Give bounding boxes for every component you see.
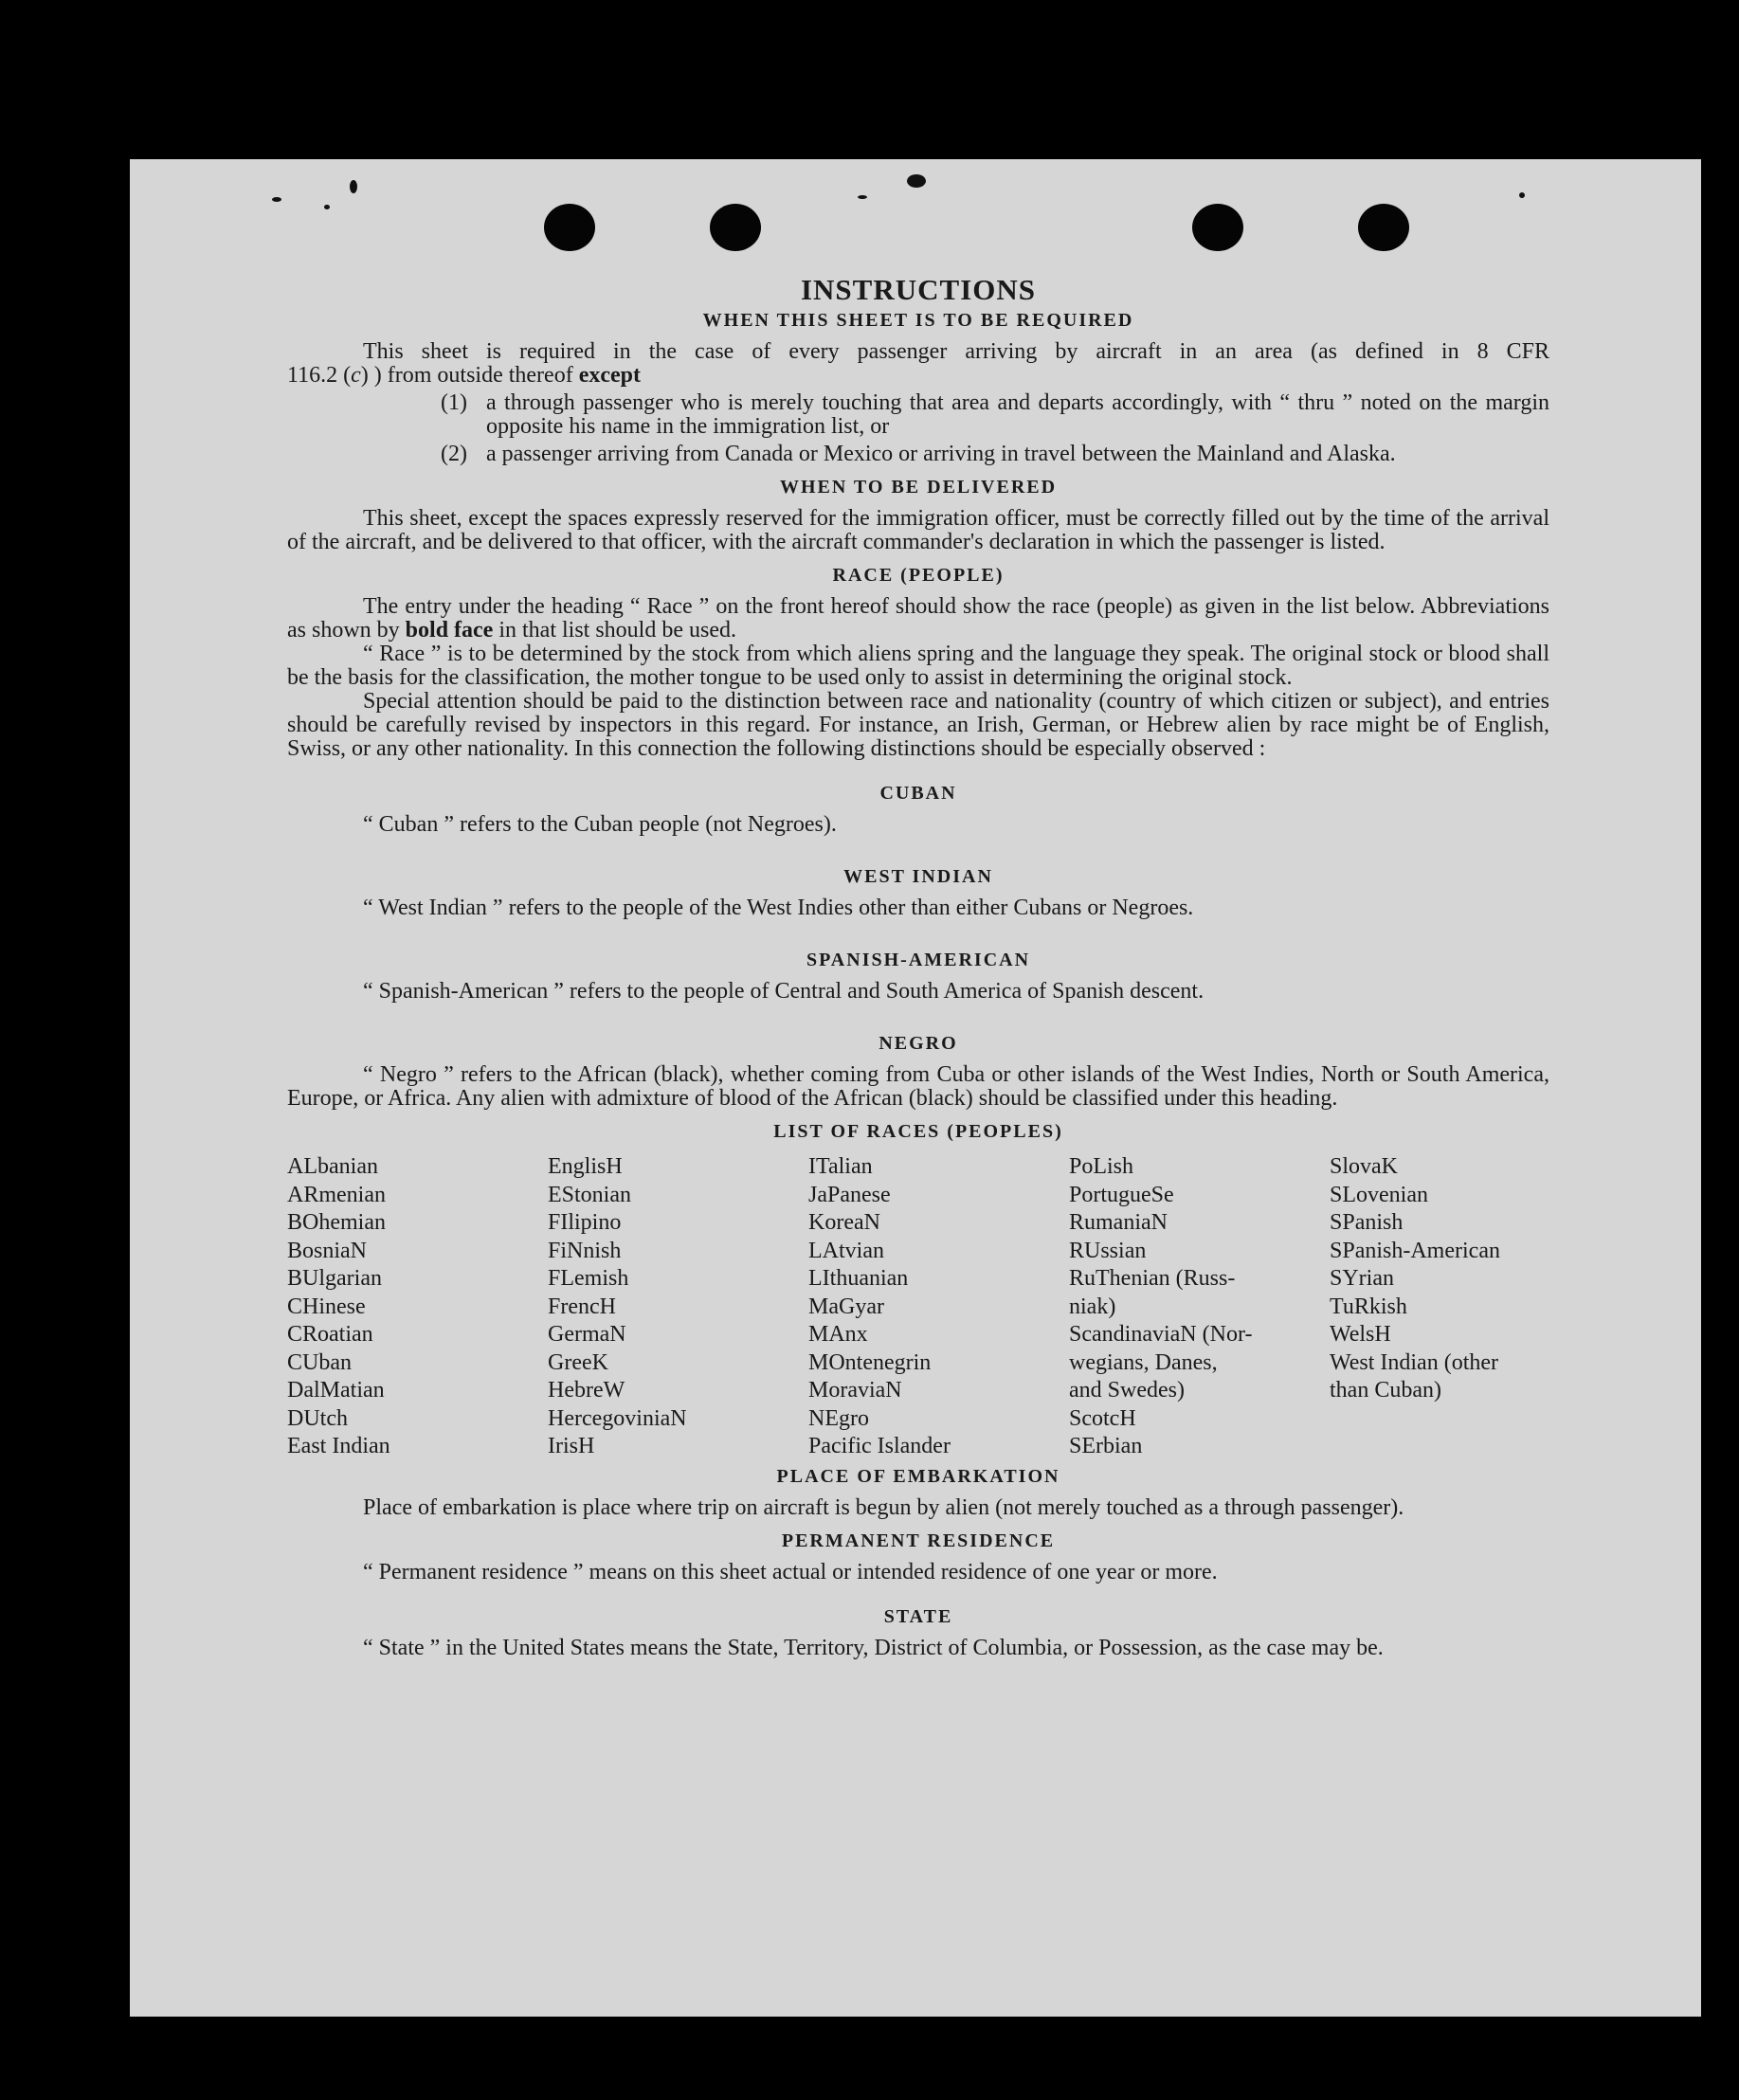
speck bbox=[272, 197, 281, 202]
speck bbox=[1519, 192, 1525, 198]
punch-hole bbox=[544, 204, 595, 251]
delivered-paragraph: This sheet, except the spaces expressly reserved for the immigration officer, must be correctly filled out by the time of the arrival of the aircraft, and be delivered to that officer, with the aircraft commander's declaration in which the passenger is listed. bbox=[287, 506, 1549, 554]
item-number: (1) bbox=[441, 390, 467, 415]
races-column-4: PoLish PortugueSe RumaniaN RUssian RuThenian (Russ- niak) ScandinaviaN (Nor- wegians, Danes, and Swedes) ScotcH SErbian bbox=[1069, 1154, 1253, 1458]
item-number: (2) bbox=[441, 442, 467, 466]
race-paragraph-2: “ Race ” is to be determined by the stock from which aliens spring and the language they speak. The original stock or blood shall be the basis for the classification, the mother tongue to be used only to assist in determining the original stock. bbox=[287, 642, 1549, 690]
speck bbox=[858, 195, 867, 199]
section-heading-west-indian: WEST INDIAN bbox=[843, 866, 993, 887]
west-indian-definition: “ West Indian ” refers to the people of the West Indies other than either Cubans or Negroes. bbox=[363, 896, 1194, 920]
item-text: a through passenger who is merely touching that area and departs accordingly, with “ thru ” noted on the margin opposite his name in the immigration list, or bbox=[486, 390, 1549, 439]
speck bbox=[350, 180, 357, 193]
speck bbox=[907, 174, 926, 188]
text-span: in that list should be used. bbox=[493, 618, 736, 643]
race-paragraph-1 bbox=[287, 595, 1549, 643]
spanish-american-definition: “ Spanish-American ” refers to the people of Central and South America of Spanish descent. bbox=[363, 979, 1205, 1004]
text-span: ) ) from outside thereof bbox=[360, 363, 579, 388]
section-heading-required: WHEN THIS SHEET IS TO BE REQUIRED bbox=[702, 310, 1134, 331]
races-column-2: EnglisH EStonian FIlipino FiNnish FLemish FrencH GermaN GreeK HebreW HercegoviniaN IrisH bbox=[548, 1154, 687, 1458]
section-heading-embarkation: PLACE OF EMBARKATION bbox=[776, 1465, 1060, 1487]
section-heading-permanent-residence: PERMANENT RESIDENCE bbox=[781, 1530, 1056, 1551]
text-span: bold face bbox=[405, 618, 494, 643]
section-heading-cuban: CUBAN bbox=[879, 783, 957, 804]
speck bbox=[324, 205, 330, 209]
section-heading-state: STATE bbox=[883, 1605, 953, 1627]
embarkation-definition: Place of embarkation is place where trip on aircraft is begun by alien (not merely touched as a through passenger). bbox=[363, 1494, 1404, 1520]
page-title: INSTRUCTIONS bbox=[800, 273, 1036, 306]
races-list bbox=[287, 1153, 1549, 1461]
section-heading-negro: NEGRO bbox=[879, 1033, 958, 1054]
section-heading-delivered: WHEN TO BE DELIVERED bbox=[779, 477, 1058, 498]
state-definition: “ State ” in the United States means the State, Territory, District of Columbia, or Possession, as the case may be. bbox=[363, 1635, 1384, 1660]
text-span: 116.2 ( bbox=[287, 363, 352, 388]
required-paragraph-line1: This sheet is required in the case of every passenger arriving by aircraft in an area (as defined in 8 CFR bbox=[363, 339, 1549, 364]
races-column-1: ALbanian ARmenian BOhemian BosniaN BUlgarian CHinese CRoatian CUban DalMatian DUtch East Indian bbox=[287, 1154, 390, 1458]
residence-definition: “ Permanent residence ” means on this sheet actual or intended residence of one year or more. bbox=[363, 1559, 1218, 1584]
races-column-3: ITalian JaPanese KoreaN LAtvian LIthuanian MaGyar MAnx MOntenegrin MoraviaN NEgro Pacific Islander bbox=[808, 1154, 951, 1458]
races-column-5: SlovaK SLovenian SPanish SPanish-American SYrian TuRkish WelsH West Indian (other than Cuban) bbox=[1330, 1154, 1500, 1403]
instructions-content bbox=[287, 273, 1549, 1660]
document-sheet bbox=[130, 159, 1701, 2017]
race-paragraph-3: Special attention should be paid to the distinction between race and nationality (country of which citizen or subject), and entries should be carefully revised by inspectors in this regard. For instance, an Irish, German, or Hebrew alien by race might be of English, Swiss, or any other nationality. In this connection the following distinctions should be especially observed : bbox=[287, 689, 1549, 761]
text-span: except bbox=[578, 363, 641, 388]
item-text: a passenger arriving from Canada or Mexico or arriving in travel between the Mainland and Alaska. bbox=[486, 442, 1396, 466]
cuban-definition: “ Cuban ” refers to the Cuban people (not Negroes). bbox=[363, 812, 837, 837]
section-heading-list-of-races: LIST OF RACES (PEOPLES) bbox=[773, 1121, 1063, 1142]
required-paragraph-line2 bbox=[287, 364, 1549, 388]
section-heading-race: RACE (PEOPLE) bbox=[832, 565, 1005, 586]
negro-definition: “ Negro ” refers to the African (black), whether coming from Cuba or other islands of the West Indies, North or South America, Europe, or Africa. Any alien with admixture of blood of the African (black) should be classified under this heading. bbox=[287, 1062, 1549, 1111]
punch-hole bbox=[710, 204, 761, 251]
punch-hole bbox=[1192, 204, 1243, 251]
text-span: c bbox=[351, 363, 361, 388]
punch-hole bbox=[1358, 204, 1409, 251]
section-heading-spanish-american: SPANISH-AMERICAN bbox=[806, 950, 1031, 970]
text-span: The entry under the heading “ Race ” on the front hereof should show the race (people) as given in the list below. Abbreviations as shown by bbox=[287, 594, 1549, 643]
exception-item-2 bbox=[441, 443, 1549, 466]
exception-item-1 bbox=[441, 391, 1549, 439]
